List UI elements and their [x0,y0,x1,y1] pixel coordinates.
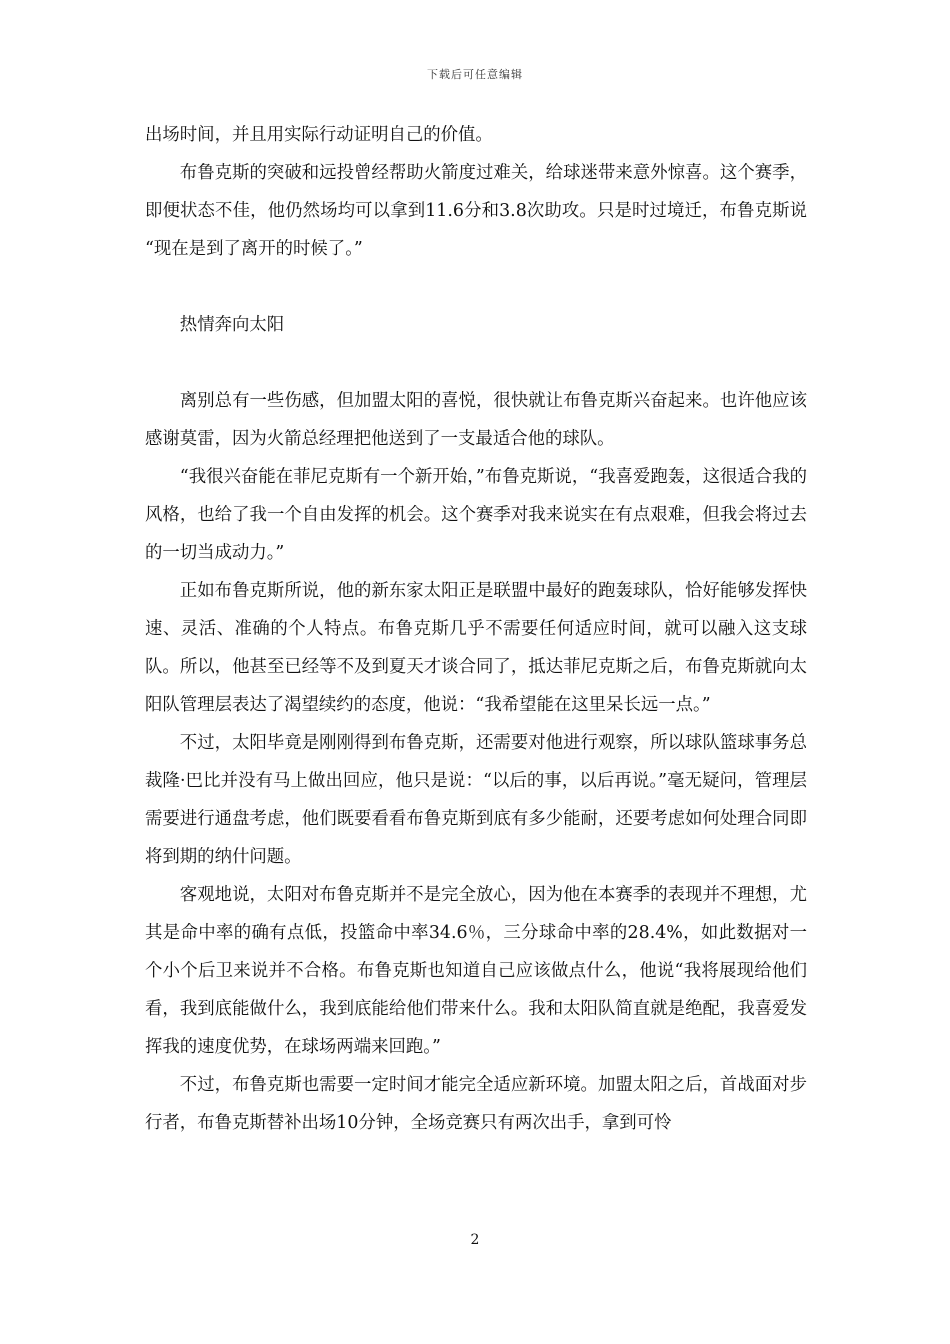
paragraph: 客观地说，太阳对布鲁克斯并不是完全放心，因为他在本赛季的表现并不理想，尤其是命中率的确有点低，投篮命中率34.6％，三分球命中率的28.4%，如此数据对一个小个后卫来说并不合格。布鲁克斯也知道自己应该做点什么，他说“我将展现给他们看，我到底能做什么，我到底能给他们带来什么。我和太阳队简直就是绝配，我喜爱发挥我的速度优势，在球场两端来回跑。” [145,885,807,1057]
page-number: 2 [470,1232,480,1248]
paragraph: 不过，太阳毕竟是刚刚得到布鲁克斯，还需要对他进行观察，所以球队篮球事务总裁隆·巴比并没有马上做出回应，他只是说：“以后的事，以后再说。”毫无疑问，管理层需要进行通盘考虑，他们既要看看布鲁克斯到底有多少能耐，还要考虑如何处理合同即将到期的纳什问题。 [145,733,807,867]
paragraph: “我很兴奋能在菲尼克斯有一个新开始，”布鲁克斯说，“我喜爱跑轰，这很适合我的风格，也给了我一个自由发挥的机会。这个赛季对我来说实在有点艰难，但我会将过去的一切当成动力。” [145,467,807,563]
paragraph: 正如布鲁克斯所说，他的新东家太阳正是联盟中最好的跑轰球队，恰好能够发挥快速、灵活、准确的个人特点。布鲁克斯几乎不需要任何适应时间，就可以融入这支球队。所以，他甚至已经等不及到夏天才谈合同了，抵达菲尼克斯之后，布鲁克斯就向太阳队管理层表达了渴望续约的态度，他说：“我希望能在这里呆长远一点。” [145,581,807,715]
paragraph: 布鲁克斯的突破和远投曾经帮助火箭度过难关，给球迷带来意外惊喜。这个赛季，即便状态不佳，他仍然场均可以拿到11.6分和3.8次助攻。只是时过境迁，布鲁克斯说 “现在是到了离开的时候了。” [145,163,807,259]
article-body [145,116,807,1142]
section-heading: 热情奔向太阳 [179,315,285,335]
page-header: 下载后可任意编辑 [427,68,523,81]
paragraph: 不过，布鲁克斯也需要一定时间才能完全适应新环境。加盟太阳之后，首战面对步行者，布鲁克斯替补出场10分钟，全场竞赛只有两次出手，拿到可怜 [145,1075,807,1133]
paragraph-continuation: 出场时间，并且用实际行动证明自己的价值。 [145,125,493,145]
paragraph: 离别总有一些伤感，但加盟太阳的喜悦，很快就让布鲁克斯兴奋起来。也许他应该感谢莫雷，因为火箭总经理把他送到了一支最适合他的球队。 [145,391,807,449]
